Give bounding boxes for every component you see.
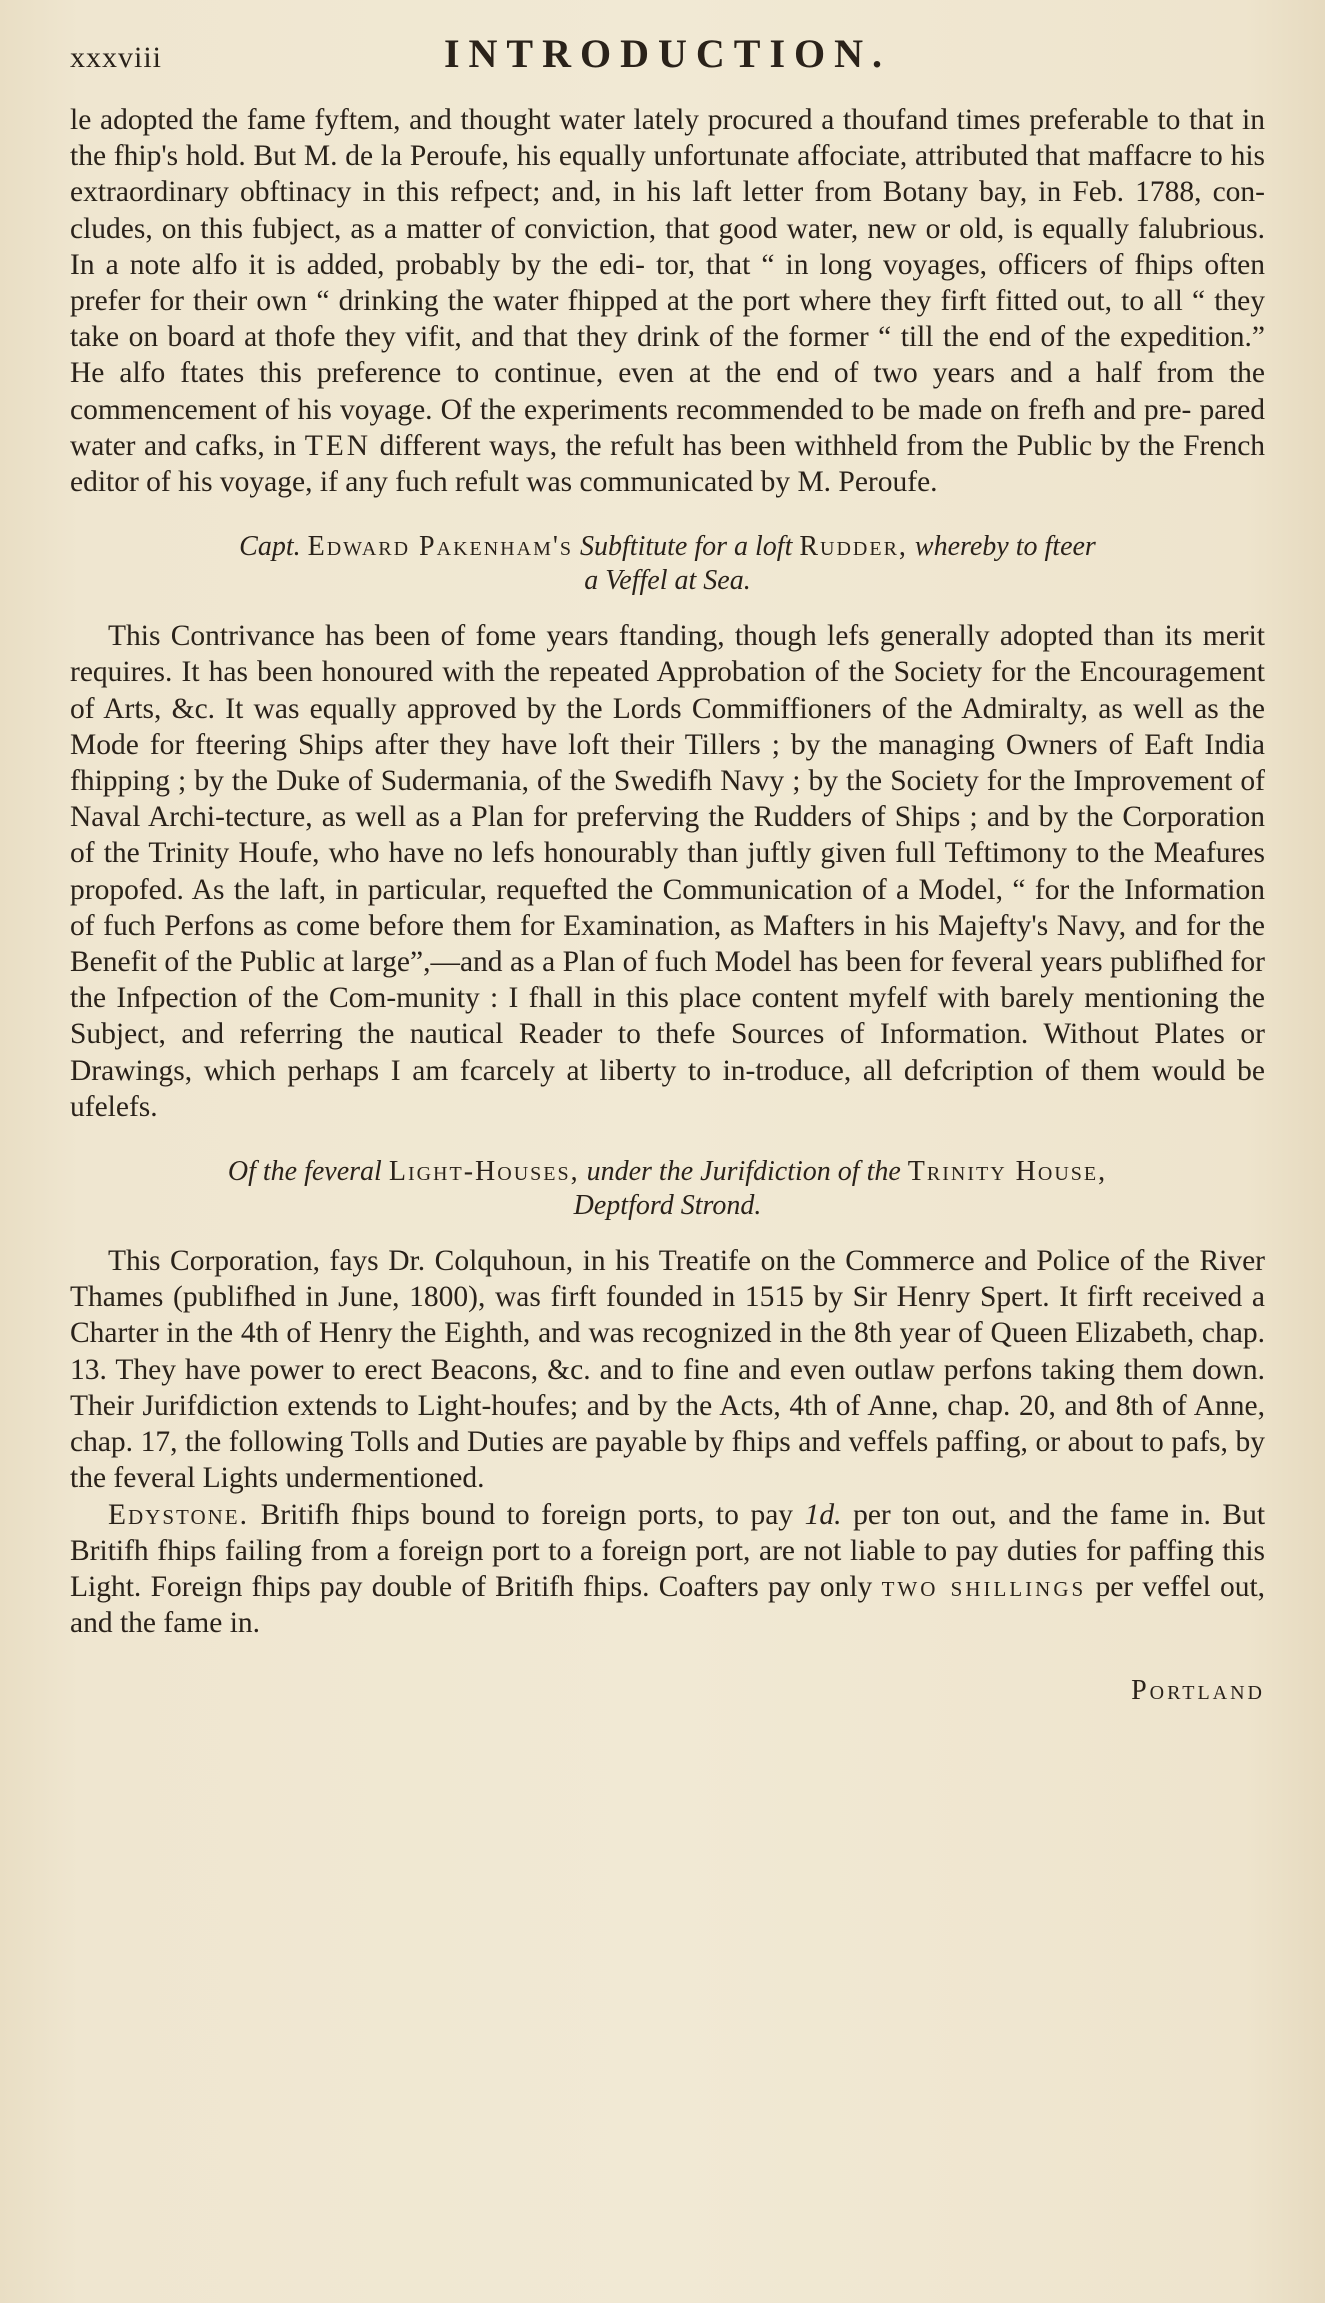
heading-lighthouses: Light-Houses, [388, 1156, 580, 1188]
line: pared water and cafks, in [70, 393, 1265, 462]
paragraph-water [70, 102, 1265, 500]
line: “ drinking the water fhipped at the port where they firft fitted out, to all [316, 285, 1183, 318]
entry-text: Britifh fhips bound to foreign ports, to pay [260, 1498, 794, 1531]
line: different ways, the refult has been withheld [379, 429, 898, 462]
line: even at the end of two years and a half from the commencement of his [70, 357, 1265, 426]
running-title: INTRODUCTION. [443, 31, 892, 76]
paragraph-edystone [70, 1497, 1265, 1642]
running-head [70, 30, 1265, 84]
line: from the Public by the French editor of his voyage, if any fuch refult was [70, 429, 1266, 499]
line: voyage. Of the experiments recommended to be made on frefh and pre- [339, 393, 1192, 426]
line: tor, that “ in long voyages, officers of fhips often prefer for their own [70, 248, 1266, 318]
line: times preferable to that in the fhip's hold. But M. de la Peroufe, his equally [70, 104, 1265, 173]
entry-text: per ton out, and the fame in. But Britifh fhips failing from a foreign port to a foreign port, are not liable to pay duties for paffing this Light. Foreign fhips pay double of Britifh fhips. Coafters pay only [70, 1498, 1266, 1603]
line: cludes, on this fubject, as a matter of conviction, that good water, new or [70, 212, 951, 245]
line: communicated by M. Peroufe. [579, 466, 938, 499]
entry-amount: 1d. [804, 1498, 842, 1531]
heading-text: a Veffel at Sea. [584, 565, 751, 597]
paragraph-rudder: This Contrivance has been of fome years ftanding, though lefs generally adopted than its merit requires. It has been honoured with the repeated Approbation of the Society for the Encouragement of Arts, &c. It was equally approved by the Lords Commiffioners of the Admiralty, as well as the Mode for fteering Ships after they have loft their Tillers ; by the managing Owners of Eaft India fhipping ; by the Duke of Sudermania, of the Swedifh Navy ; by the Society for the Improvement of Naval Archi-tecture, as well as a Plan for preferving the Rudders of Ships ; and by the Corporation of the Trinity Houfe, who have no lefs honourably than juftly given full Teftimony to the Meafures propofed. As the laft, in particular, requefted the Communication of a Model, “ for the Information of fuch Perfons as come before them for Examination, as Mafters in his Majefty's Navy, and for the Benefit of the Public at large”,—and as a Plan of fuch Model has been for feveral years publifhed for the Infpection of the Com-munity : I fhall in this place content myfelf with barely mentioning the Subject, and referring the nautical Reader to thefe Sources of Information. Without Plates or Drawings, which perhaps I am fcarcely at liberty to in-troduce, all defcription of them would be ufelefs. [70, 620, 1265, 1123]
line: in this refpect; and, in his laft letter from Botany bay, in Feb. 1788, con- [362, 176, 1266, 209]
line: old, is equally falubrious. In a note alfo it is added, probably by the edi- [70, 212, 1265, 281]
line: “ they take on board at thofe they vifit, and that they drink of the former [70, 285, 1266, 354]
section-heading-lighthouses [70, 1155, 1265, 1223]
page-number: xxxviii [70, 41, 163, 74]
catchword: Portland [1131, 1675, 1265, 1707]
entry-text: per veffel out, and the fame in. [70, 1570, 1266, 1640]
entry-two-shillings: two shillings [881, 1570, 1087, 1603]
heading-text: Subftitute for a loft [580, 531, 793, 563]
line: le adopted the fame fyftem, and thought water lately procured a thoufand [70, 104, 948, 136]
heading-name: Edward Pakenham's [307, 531, 574, 563]
heading-capt: Capt. [239, 531, 301, 563]
heading-text: Of the feveral [227, 1156, 382, 1188]
heading-text: whereby to fteer [914, 531, 1096, 563]
emphasis-ten: TEN [304, 429, 372, 462]
section-heading-rudder [70, 530, 1265, 598]
heading-rudder: Rudder, [799, 531, 908, 563]
line: unfortunate affociate, attributed that maffacre to his extraordinary obftinacy [70, 140, 1265, 209]
paragraph-corporation: This Corporation, fays Dr. Colquhoun, in his Treatife on the Commerce and Police of the River Thames (publifhed in June, 1800), was firft founded in 1515 by Sir Henry Spert. It firft received a Charter in the 4th of Henry the Eighth, and was recognized in the 8th year of Queen Elizabeth, chap. 13. They have power to erect Beacons, &c. and to fine and even outlaw perfons taking them down. Their Jurifdiction extends to Light-houfes; and by the Acts, 4th of Anne, chap. 20, and 8th of Anne, chap. 17, the following Tolls and Duties are payable by fhips and veffels paffing, or about to pafs, by the feveral Lights undermentioned. [70, 1245, 1265, 1495]
line: “ till the end of the expedition.” He alfo ftates this preference to continue, [70, 321, 1266, 390]
heading-place: Deptford Strond. [573, 1190, 762, 1222]
entry-edystone: Edystone. [108, 1498, 250, 1531]
heading-trinity: Trinity House, [907, 1156, 1108, 1188]
heading-text: under the Jurifdiction of the [586, 1156, 901, 1188]
